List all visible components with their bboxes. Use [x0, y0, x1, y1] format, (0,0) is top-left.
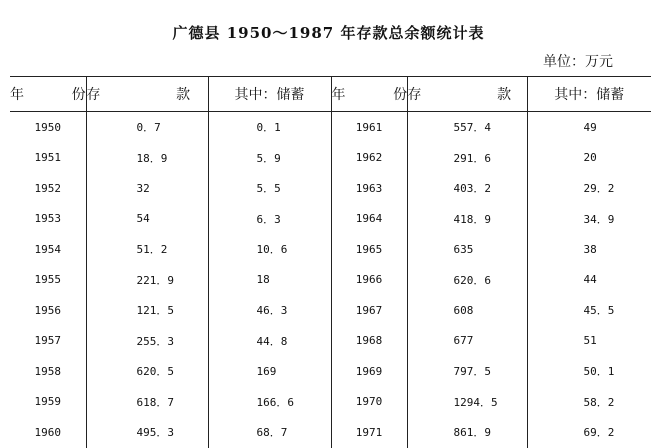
year-cell-left: 1955	[34, 273, 61, 287]
header-deposit-left: 存 款	[86, 77, 208, 112]
year-cell-left: 1958	[34, 364, 61, 378]
header-year-left: 年 份	[10, 77, 86, 112]
header-savings-left: 其中：储蓄	[208, 77, 331, 112]
year-cell-left: 1957	[34, 334, 61, 348]
savings-cell-left: 68．7	[208, 417, 331, 448]
year-cell-left: 1960	[34, 425, 61, 439]
deposit-cell-left: 54	[86, 204, 208, 235]
deposit-cell-right: 677	[407, 326, 527, 357]
year-cell-left: 1956	[34, 303, 61, 317]
savings-cell-left: 18	[208, 265, 331, 296]
year-cell-right: 1964	[331, 204, 407, 235]
deposit-cell-left: 495．3	[86, 417, 208, 448]
savings-cell-right: 45．5	[527, 295, 651, 326]
deposit-cell-right: 620．6	[407, 265, 527, 296]
year-cell-right: 1962	[331, 143, 407, 174]
year-cell-left: 1952	[34, 181, 61, 195]
deposit-cell-right: 797．5	[407, 356, 527, 387]
table-row	[10, 112, 651, 143]
deposit-cell-left: 121．5	[86, 295, 208, 326]
table-row	[10, 143, 651, 174]
savings-cell-right: 58．2	[527, 387, 651, 418]
savings-cell-left: 10．6	[208, 234, 331, 265]
deposit-cell-right: 291．6	[407, 143, 527, 174]
year-cell-left: 1953	[34, 212, 61, 226]
table-row	[10, 173, 651, 204]
deposit-cell-left: 620．5	[86, 356, 208, 387]
header-deposit-right: 存 款	[407, 77, 527, 112]
savings-cell-left: 166．6	[208, 387, 331, 418]
year-cell-right: 1965	[331, 234, 407, 265]
table-row	[10, 417, 651, 448]
savings-cell-right: 49	[527, 112, 651, 143]
year-cell-right: 1961	[331, 112, 407, 143]
savings-cell-right: 38	[527, 234, 651, 265]
savings-cell-right: 44	[527, 265, 651, 296]
table-row	[10, 387, 651, 418]
savings-cell-left: 44．8	[208, 326, 331, 357]
deposit-cell-right: 403．2	[407, 173, 527, 204]
table-header-row	[10, 77, 651, 112]
table-title: 广德县 1950～1987 年存款总余额统计表	[172, 24, 485, 42]
deposit-cell-left: 32	[86, 173, 208, 204]
table-body	[10, 112, 651, 448]
deposit-statistics-table	[10, 76, 651, 448]
savings-cell-left: 5．9	[208, 143, 331, 174]
deposit-cell-right: 418．9	[407, 204, 527, 235]
table-row	[10, 234, 651, 265]
savings-cell-right: 69．2	[527, 417, 651, 448]
deposit-cell-right: 635	[407, 234, 527, 265]
deposit-cell-left: 0．7	[86, 112, 208, 143]
table-row	[10, 295, 651, 326]
table-row	[10, 356, 651, 387]
deposit-cell-left: 221．9	[86, 265, 208, 296]
deposit-cell-left: 51．2	[86, 234, 208, 265]
savings-cell-left: 6．3	[208, 204, 331, 235]
year-cell-right: 1968	[331, 326, 407, 357]
savings-cell-right: 51	[527, 326, 651, 357]
deposit-cell-left: 618．7	[86, 387, 208, 418]
year-cell-right: 1963	[331, 173, 407, 204]
savings-cell-right: 20	[527, 143, 651, 174]
unit-label: 单位：万元	[543, 54, 613, 70]
table-row	[10, 326, 651, 357]
year-cell-left: 1959	[34, 395, 61, 409]
deposit-cell-right: 608	[407, 295, 527, 326]
savings-cell-right: 34．9	[527, 204, 651, 235]
savings-cell-left: 0．1	[208, 112, 331, 143]
year-cell-right: 1971	[331, 417, 407, 448]
year-cell-right: 1969	[331, 356, 407, 387]
year-cell-right: 1967	[331, 295, 407, 326]
deposit-cell-left: 18．9	[86, 143, 208, 174]
header-year-right: 年 份	[331, 77, 407, 112]
savings-cell-left: 5．5	[208, 173, 331, 204]
year-cell-left: 1954	[34, 242, 61, 256]
year-cell-left: 1950	[34, 120, 61, 134]
year-cell-right: 1966	[331, 265, 407, 296]
year-cell-left: 1951	[34, 151, 61, 165]
savings-cell-left: 169	[208, 356, 331, 387]
deposit-cell-left: 255．3	[86, 326, 208, 357]
savings-cell-left: 46．3	[208, 295, 331, 326]
table-row	[10, 265, 651, 296]
header-savings-right: 其中：储蓄	[527, 77, 651, 112]
deposit-cell-right: 1294．5	[407, 387, 527, 418]
deposit-cell-right: 861．9	[407, 417, 527, 448]
savings-cell-right: 29．2	[527, 173, 651, 204]
savings-cell-right: 50．1	[527, 356, 651, 387]
table-row	[10, 204, 651, 235]
deposit-cell-right: 557．4	[407, 112, 527, 143]
year-cell-right: 1970	[331, 387, 407, 418]
